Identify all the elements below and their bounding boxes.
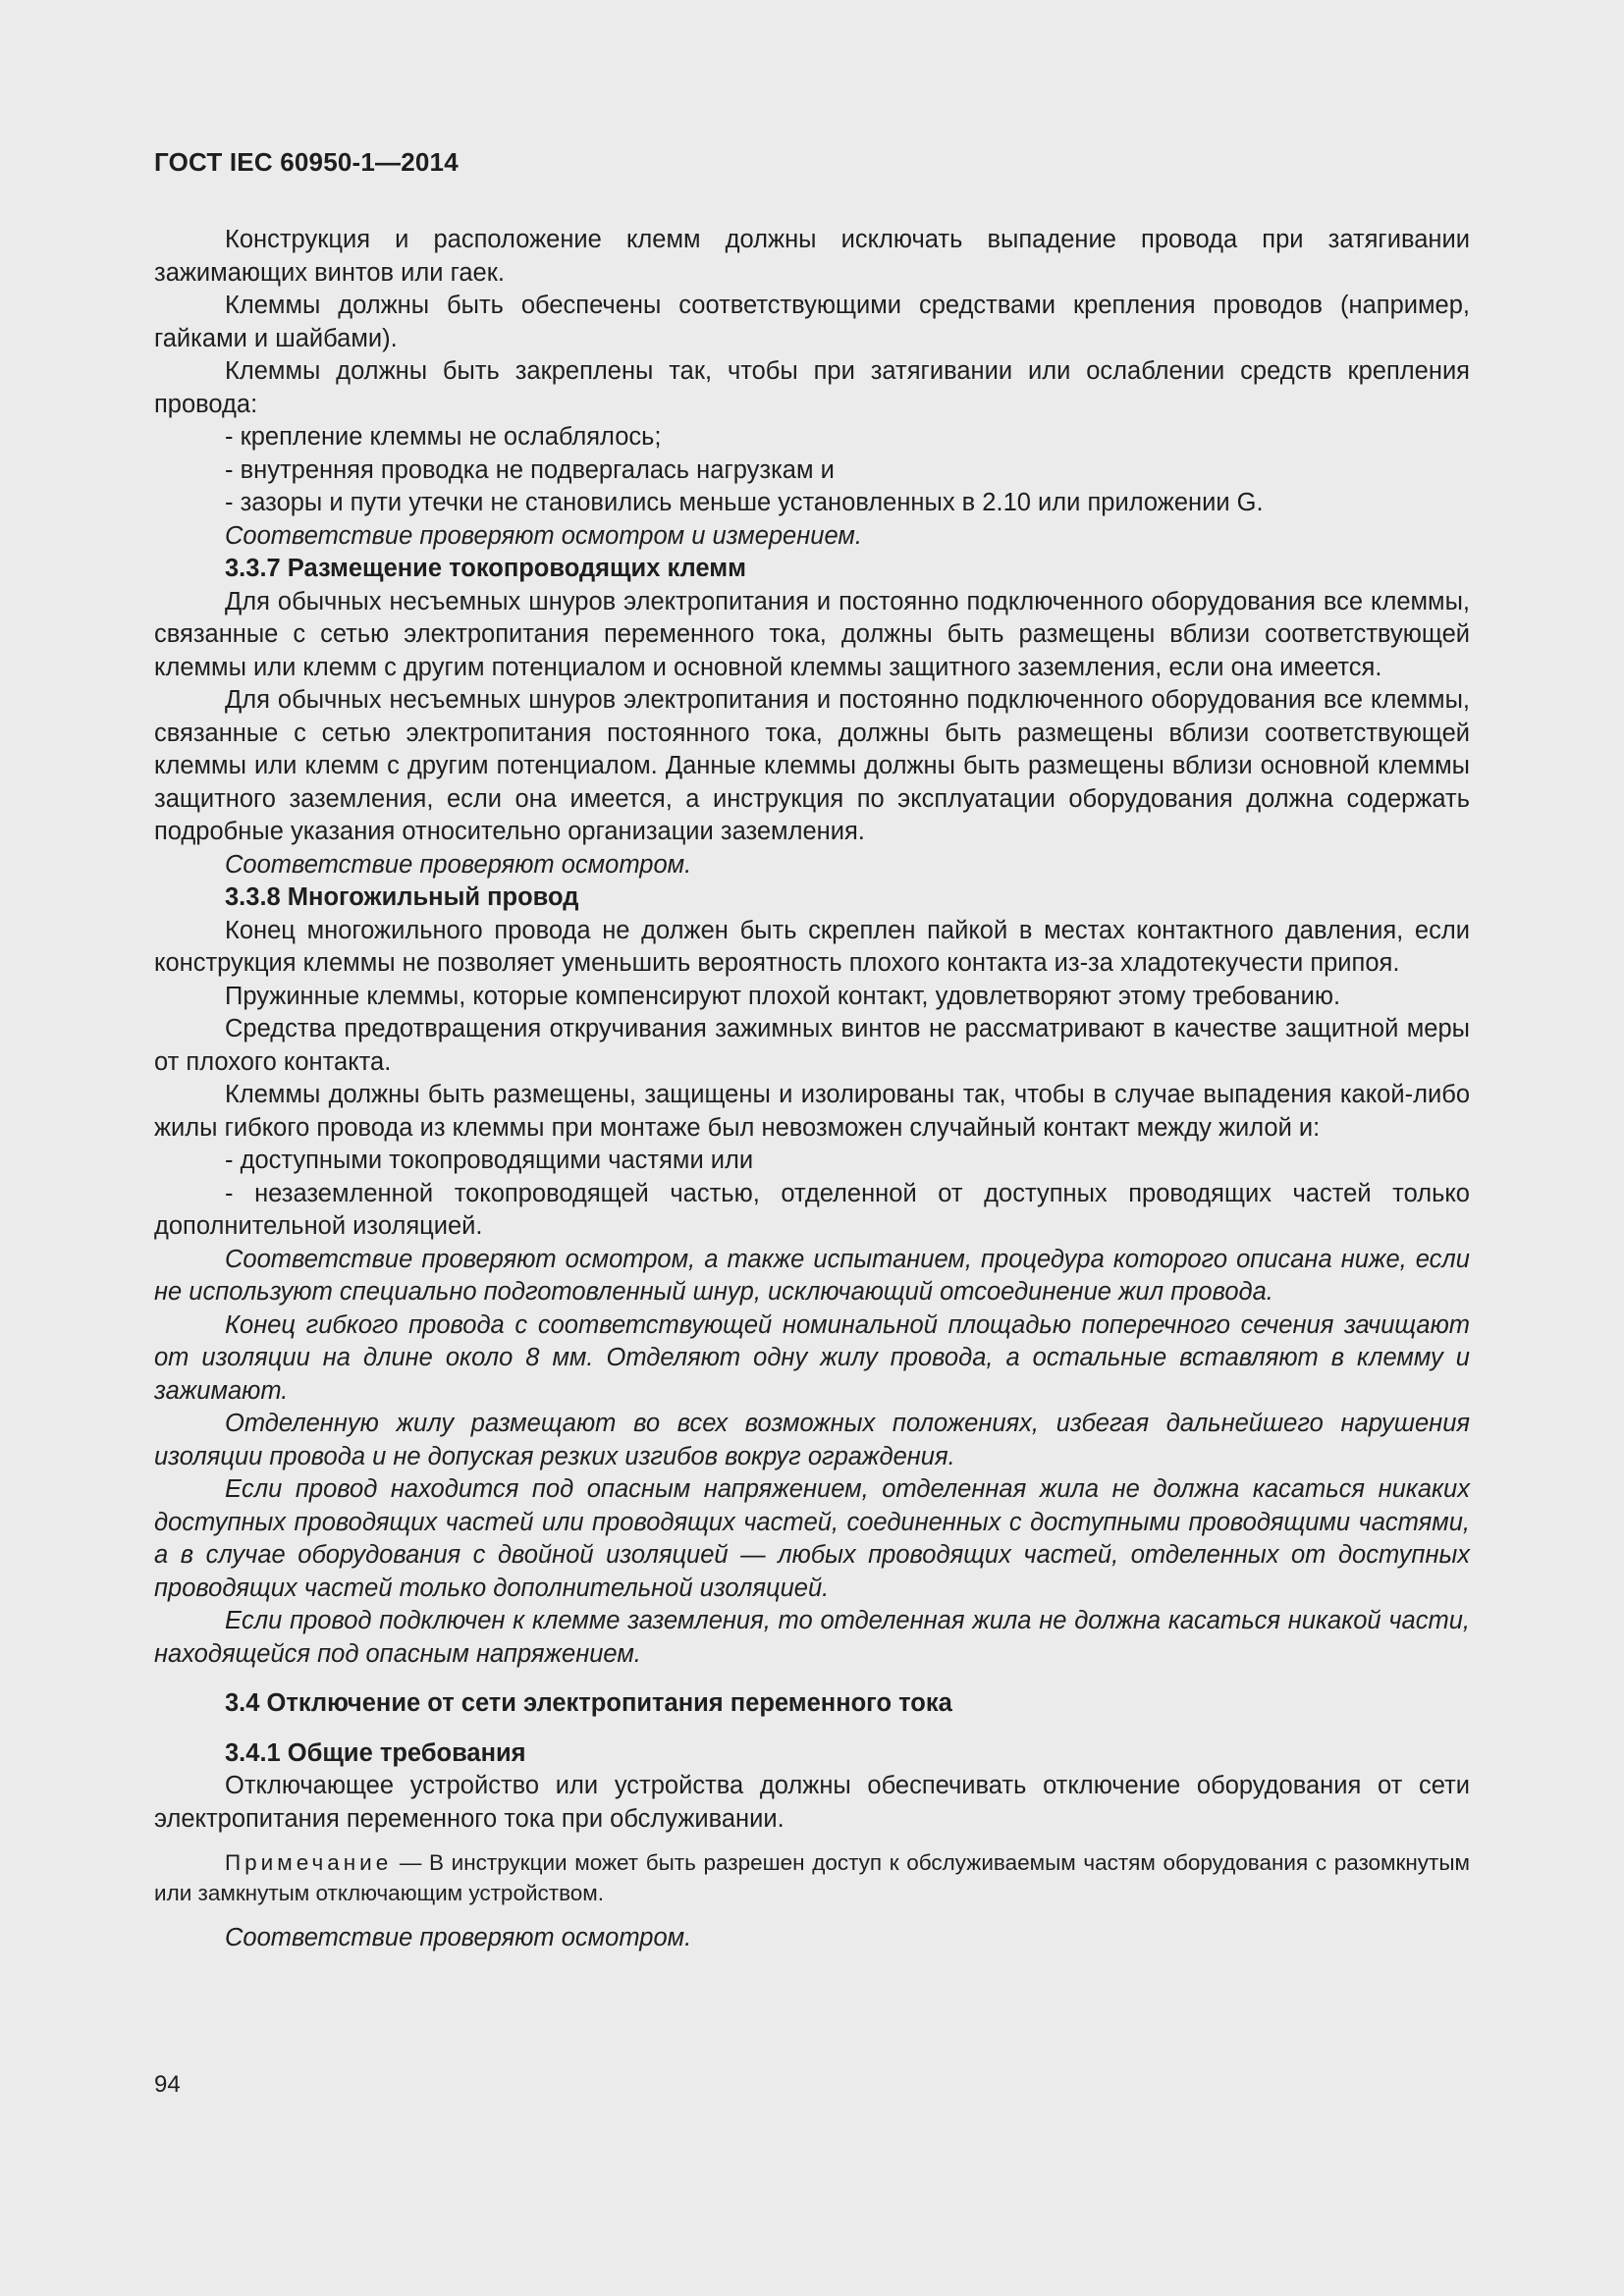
compliance-paragraph: Отделенную жилу размещают во всех возможных положениях, избегая дальнейшего нарушения изоляции провода и не допуская резких изгибов вокруг ограждения.: [154, 1410, 1470, 1470]
compliance-paragraph: Соответствие проверяют осмотром и измерением.: [225, 521, 862, 550]
list-item: - доступными токопроводящими частями или: [225, 1147, 754, 1174]
compliance-paragraph: Если провод находится под опасным напряжением, отделенная жила не должна касаться никаких доступных проводящих частей или проводящих частей, соединенных с доступными проводящими частями, а в случае оборудования с двойной изоляцией — любых проводящих частей, отделенных от доступных проводящих частей только дополнительной изоляцией.: [154, 1475, 1470, 1602]
section-heading: 3.3.8 Многожильный провод: [225, 883, 579, 911]
section-heading: 3.4 Отключение от сети электропитания переменного тока: [225, 1689, 952, 1717]
body-paragraph: Конец многожильного провода не должен быть скреплен пайкой в местах контактного давления, если конструкция клеммы не позволяет уменьшить вероятность плохого контакта из-за хладотекучести припоя.: [154, 916, 1470, 977]
note-paragraph: [154, 1847, 1470, 1908]
body-paragraph: Отключающее устройство или устройства должны обеспечивать отключение оборудования от сети электропитания переменного тока при обслуживании.: [154, 1772, 1470, 1833]
body-paragraph: Пружинные клеммы, которые компенсируют плохой контакт, удовлетворяют этому требованию.: [225, 982, 1341, 1010]
page-number: 94: [154, 2071, 181, 2098]
body-paragraph: Клеммы должны быть размещены, защищены и изолированы так, чтобы в случае выпадения какой-либо жилы гибкого провода из клеммы при монтаже был невозможен случайный контакт между жилой и:: [154, 1081, 1470, 1142]
list-item: - зазоры и пути утечки не становились меньше установленных в 2.10 или приложении G.: [225, 489, 1264, 516]
note-label: Примечание: [225, 1850, 393, 1875]
list-item: - незаземленной токопроводящей частью, отделенной от доступных проводящих частей только дополнительной изоляцией.: [154, 1179, 1470, 1240]
body-paragraph: Клеммы должны быть закреплены так, чтобы при затягивании или ослаблении средств крепления провода:: [154, 357, 1470, 418]
section-heading: 3.4.1 Общие требования: [225, 1738, 526, 1767]
note-text: — В инструкции может быть разрешен доступ к обслуживаемым частям оборудования с разомкнутым или замкнутым отключающим устройством.: [154, 1850, 1470, 1905]
list-item: - крепление клеммы не ослаблялось;: [225, 423, 662, 451]
body-paragraph: Средства предотвращения откручивания зажимных винтов не рассматривают в качестве защитной меры от плохого контакта.: [154, 1015, 1470, 1076]
compliance-paragraph: Если провод подключен к клемме заземления, то отделенная жила не должна касаться никакой части, находящейся под опасным напряжением.: [154, 1607, 1470, 1668]
body-text: [154, 224, 1470, 1955]
compliance-paragraph: Конец гибкого провода с соответствующей номинальной площадью поперечного сечения зачищают от изоляции на длине около 8 мм. Отделяют одну жилу провода, а остальные вставляют в клемму и зажимают.: [154, 1310, 1470, 1405]
body-paragraph: Конструкция и расположение клемм должны исключать выпадение провода при затягивании зажимающих винтов или гаек.: [154, 226, 1470, 287]
list-item: - внутренняя проводка не подвергалась нагрузкам и: [225, 455, 835, 484]
compliance-paragraph: Соответствие проверяют осмотром, а также испытанием, процедура которого описана ниже, если не используют специально подготовленный шнур, исключающий отсоединение жил провода.: [154, 1245, 1470, 1306]
compliance-paragraph: Соответствие проверяют осмотром.: [225, 850, 692, 879]
body-paragraph: Клеммы должны быть обеспечены соответствующими средствами крепления проводов (например, гайками и шайбами).: [154, 292, 1470, 352]
section-heading: 3.3.7 Размещение токопроводящих клемм: [225, 555, 746, 582]
compliance-paragraph: Соответствие проверяют осмотром.: [225, 1924, 692, 1951]
body-paragraph: Для обычных несъемных шнуров электропитания и постоянно подключенного оборудования все клеммы, связанные с сетью электропитания постоянного тока, должны быть размещены вблизи соответствующей клеммы или клемм с другим потенциалом. Данные клеммы должны быть размещены вблизи основной клеммы защитного заземления, если она имеется, а инструкция по эксплуатации оборудования должна содержать подробные указания относительно организации заземления.: [154, 686, 1470, 845]
page-header: ГОСТ IEC 60950-1—2014: [154, 147, 459, 177]
body-paragraph: Для обычных несъемных шнуров электропитания и постоянно подключенного оборудования все клеммы, связанные с сетью электропитания переменного тока, должны быть размещены вблизи соответствующей клеммы или клемм с другим потенциалом и основной клеммы защитного заземления, если она имеется.: [154, 587, 1470, 681]
